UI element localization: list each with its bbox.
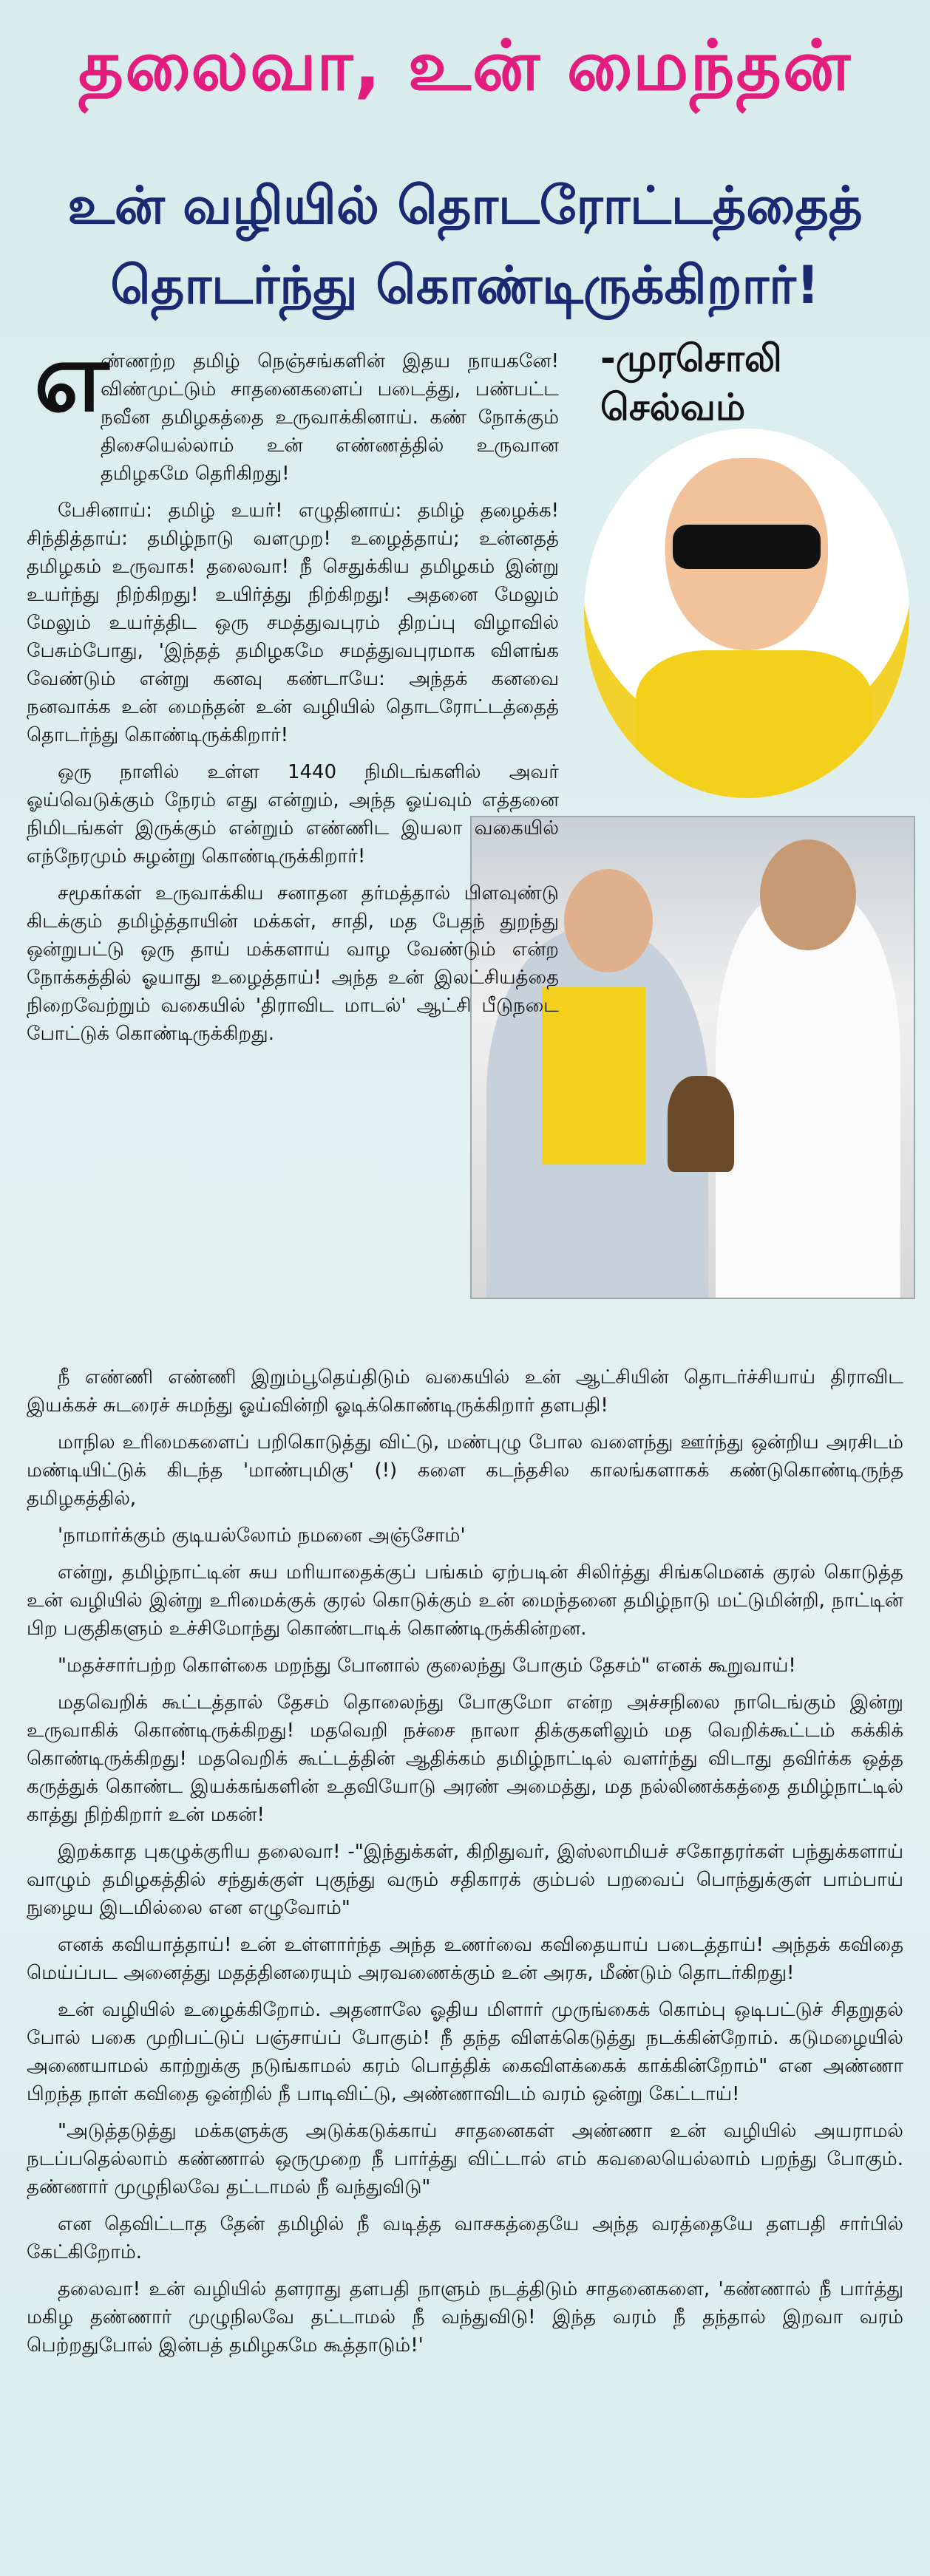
person-right-head xyxy=(760,839,856,950)
quote-line: "மதச்சார்பற்ற கொள்கை மறந்து போனால் குலைந்து போகும் தேசம்" எனக் கூறுவாய்! xyxy=(58,1655,796,1677)
byline: -முரசொலி செல்வம் xyxy=(600,337,782,429)
subheadline-line-1: உன் வழியில் தொடரோட்டத்தைத் xyxy=(67,175,863,236)
paragraph: உன் வழியில் உழைக்கிறோம். அதனாலே ஓதிய மிளார் முருங்கைக் கொம்பு ஒடிபட்டுச் சிதறுதல் போல் பகை முறிபட்டுப் பஞ்சாய்ப் போகும்! நீ தந்த விளக்கெடுத்து நடக்கின்றோம். கடுமழையில் அணையாமல் காற்றுக்கு நடுங்காமல் கரம் பொத்திக் கைவிளக்கைக் காக்கின்றோம்" என அண்ணா பிறந்த நாள் கவிதை ஒன்றில் நீ பாடிவிட்டு, அண்ணாவிடம் வரம் ஒன்று கேட்டாய்! xyxy=(27,1999,903,2105)
quote-paragraph: "அடுத்தடுத்து மக்களுக்கு அடுக்கடுக்காய் சாதனைகள் அண்ணா உன் வழியில் அயராமல் நடப்பதெல்லாம் கண்ணால் ஒருமுறை நீ பார்த்து விட்டால் எம் கவலையெல்லாம் பறந்து போகும். தண்ணார் முழுநிலவே தட்டாமல் நீ வந்துவிடு" xyxy=(27,2120,903,2198)
drop-cap: எ xyxy=(34,321,109,433)
headline: தலைவா, உன் மைந்தன் xyxy=(78,26,852,106)
article-body-full-width xyxy=(27,1363,903,2368)
article-column xyxy=(27,347,559,1057)
person-right xyxy=(716,891,900,1299)
paragraph: நீ எண்ணி எண்ணி இறும்பூதெய்திடும் வகையில் உன் ஆட்சியின் தொடர்ச்சியாய் திராவிட இயக்கச் சுடரைச் சுமந்து ஓய்வின்றி ஓடிக்கொண்டிருக்கிறார் தளபதி! xyxy=(27,1366,903,1417)
yellow-shawl xyxy=(636,650,872,798)
leader-portrait xyxy=(584,429,909,798)
paragraph: பேசினாய்: தமிழ் உயர்! எழுதினாய்: தமிழ் தழைக்க! சிந்தித்தாய்: தமிழ்நாடு வளமுற! உழைத்தாய்; உன்னதத் தமிழகம் உருவாக! தலைவா! நீ செதுக்கிய தமிழகம் இன்று உயர்ந்து நிற்கிறது! உயிர்த்து நிற்கிறது! அதனை மேலும் மேலும் உயர்த்திட ஒரு சமத்துவபுரம் திறப்பு விழாவில் பேசும்போது, 'இந்தத் தமிழகமே சமத்துவபுரமாக விளங்க வேண்டும் என்று கனவு கண்டாயே: அந்தக் கனவை நனவாக்க உன் மைந்தன் உன் வழியில் தொடரோட்டத்தைத் தொடர்ந்து கொண்டிருக்கிறார்! xyxy=(27,500,559,746)
paragraph: என்று, தமிழ்நாட்டின் சுய மரியாதைக்குப் பங்கம் ஏற்படின் சிலிர்த்து சிங்கமெனக் குரல் கொடுத்த உன் வழியில் இன்று உரிமைக்குக் குரல் கொடுக்கும் உன் மைந்தனை தமிழ்நாடு மட்டுமின்றி, நாட்டின் பிற பகுதிகளும் உச்சிமோந்து கொண்டாடிக் கொண்டிருக்கின்றன. xyxy=(27,1561,903,1640)
subheadline-line-2: தொடர்ந்து கொண்டிருக்கிறார்! xyxy=(110,255,820,316)
paragraph: சமூகர்கள் உருவாக்கிய சனாதன தர்மத்தால் பிளவுண்டு கிடக்கும் தமிழ்த்தாயின் மக்கள், சாதி, மத பேதந் துறந்து ஒன்றுபட்டு ஒரு தாய் மக்களாய் வாழ வேண்டும் என்ற நோக்கத்தில் ஓயாது உழைத்தாய்! அந்த உன் இலட்சியத்தை நிறைவேற்றும் வகையில் 'திராவிட மாடல்' ஆட்சி பீடுநடை போட்டுக் கொண்டிருக்கிறது. xyxy=(27,882,559,1045)
paragraph: ஒரு நாளில் உள்ள 1440 நிமிடங்களில் அவர் ஓய்வெடுக்கும் நேரம் எது என்றும், அந்த ஓய்வும் எத்தனை நிமிடங்கள் இருக்கும் என்றும் எண்ணிட இயலா வகையில் எந்நேரமும் சுழன்று கொண்டிருக்கிறார்! xyxy=(27,761,559,868)
paragraph: தலைவா! உன் வழியில் தளராது தளபதி நாளும் நடத்திடும் சாதனைகளை, 'கண்ணால் நீ பார்த்து மகிழ தண்ணார் முழுநிலவே தட்டாமல் நீ வந்துவிடு! இந்த வரம் நீ தந்தால் இறவா வரம் பெற்றதுபோல் இன்பத் தமிழகமே கூத்தாடும்!' xyxy=(27,2278,903,2357)
paragraph: இறக்காத புகழுக்குரிய தலைவா! -"இந்துக்கள், கிறிதுவர், இஸ்லாமியச் சகோதரர்கள் பந்துக்களாய் வாழும் தமிழகத்தில் சந்துக்குள் புகுந்து வரும் சதிகாரக் கும்பல் பறவைப் பொந்துக்குள் பாம்பாய் நுழைய இடமில்லை என எழுவோம்" xyxy=(27,1841,903,1919)
statue-memento xyxy=(668,1076,734,1172)
paragraph: ண்ணற்ற தமிழ் நெஞ்சங்களின் இதய நாயகனே! விண்முட்டும் சாதனைகளைப் படைத்து, பண்பட்ட நவீன தமிழகத்தை உருவாக்கினாய். கண் நோக்கும் திசையெல்லாம் உன் எண்ணத்தில் உருவான தமிழகமே தெரிகிறது! xyxy=(101,350,559,485)
dark-glasses xyxy=(673,525,821,569)
person-left-head xyxy=(564,869,653,972)
paragraph: மதவெறிக் கூட்டத்தால் தேசம் தொலைந்து போகுமோ என்ற அச்சநிலை நாடெங்கும் இன்று உருவாகிக் கொண்டிருக்கிறது! மதவெறி நச்சை நாலா திக்குகளிலும் மத வெறிக்கூட்டம் கக்கிக் கொண்டிருக்கிறது! மதவெறிக் கூட்டத்தின் ஆதிக்கம் தமிழ்நாட்டில் வளர்ந்து விடாது தவிர்க்க ஒத்த கருத்துக் கொண்ட இயக்கங்களின் உதவியோடு அரண் அமைத்து, மத நல்லிணக்கத்தை தமிழ்நாட்டில் காத்து நிற்கிறார் உன் மகன்! xyxy=(27,1691,903,1826)
quote-line: 'நாமார்க்கும் குடியல்லோம் நமனை அஞ்சோம்' xyxy=(58,1524,466,1547)
paragraph: என தெவிட்டாத தேன் தமிழில் நீ வடித்த வாசகத்தையே அந்த வரத்தையே தளபதி சார்பில் கேட்கிறோம். xyxy=(27,2213,903,2263)
paragraph: மாநில உரிமைகளைப் பறிகொடுத்து விட்டு, மண்புழு போல வளைந்து ஊர்ந்து ஒன்றிய அரசிடம் மண்டியிட்டுக் கிடந்த 'மாண்புமிகு' (!) களை கடந்தசில காலங்களாகக் கண்டுகொண்டிருந்த தமிழகத்தில், xyxy=(27,1431,903,1510)
paragraph: எனக் கவியாத்தாய்! உன் உள்ளார்ந்த அந்த உணர்வை கவிதையாய் படைத்தாய்! அந்தக் கவிதை மெய்ப்பட அனைத்து மதத்தினரையும் அரவணைக்கும் உன் அரசு, மீண்டும் தொடர்கிறது! xyxy=(27,1934,903,1984)
